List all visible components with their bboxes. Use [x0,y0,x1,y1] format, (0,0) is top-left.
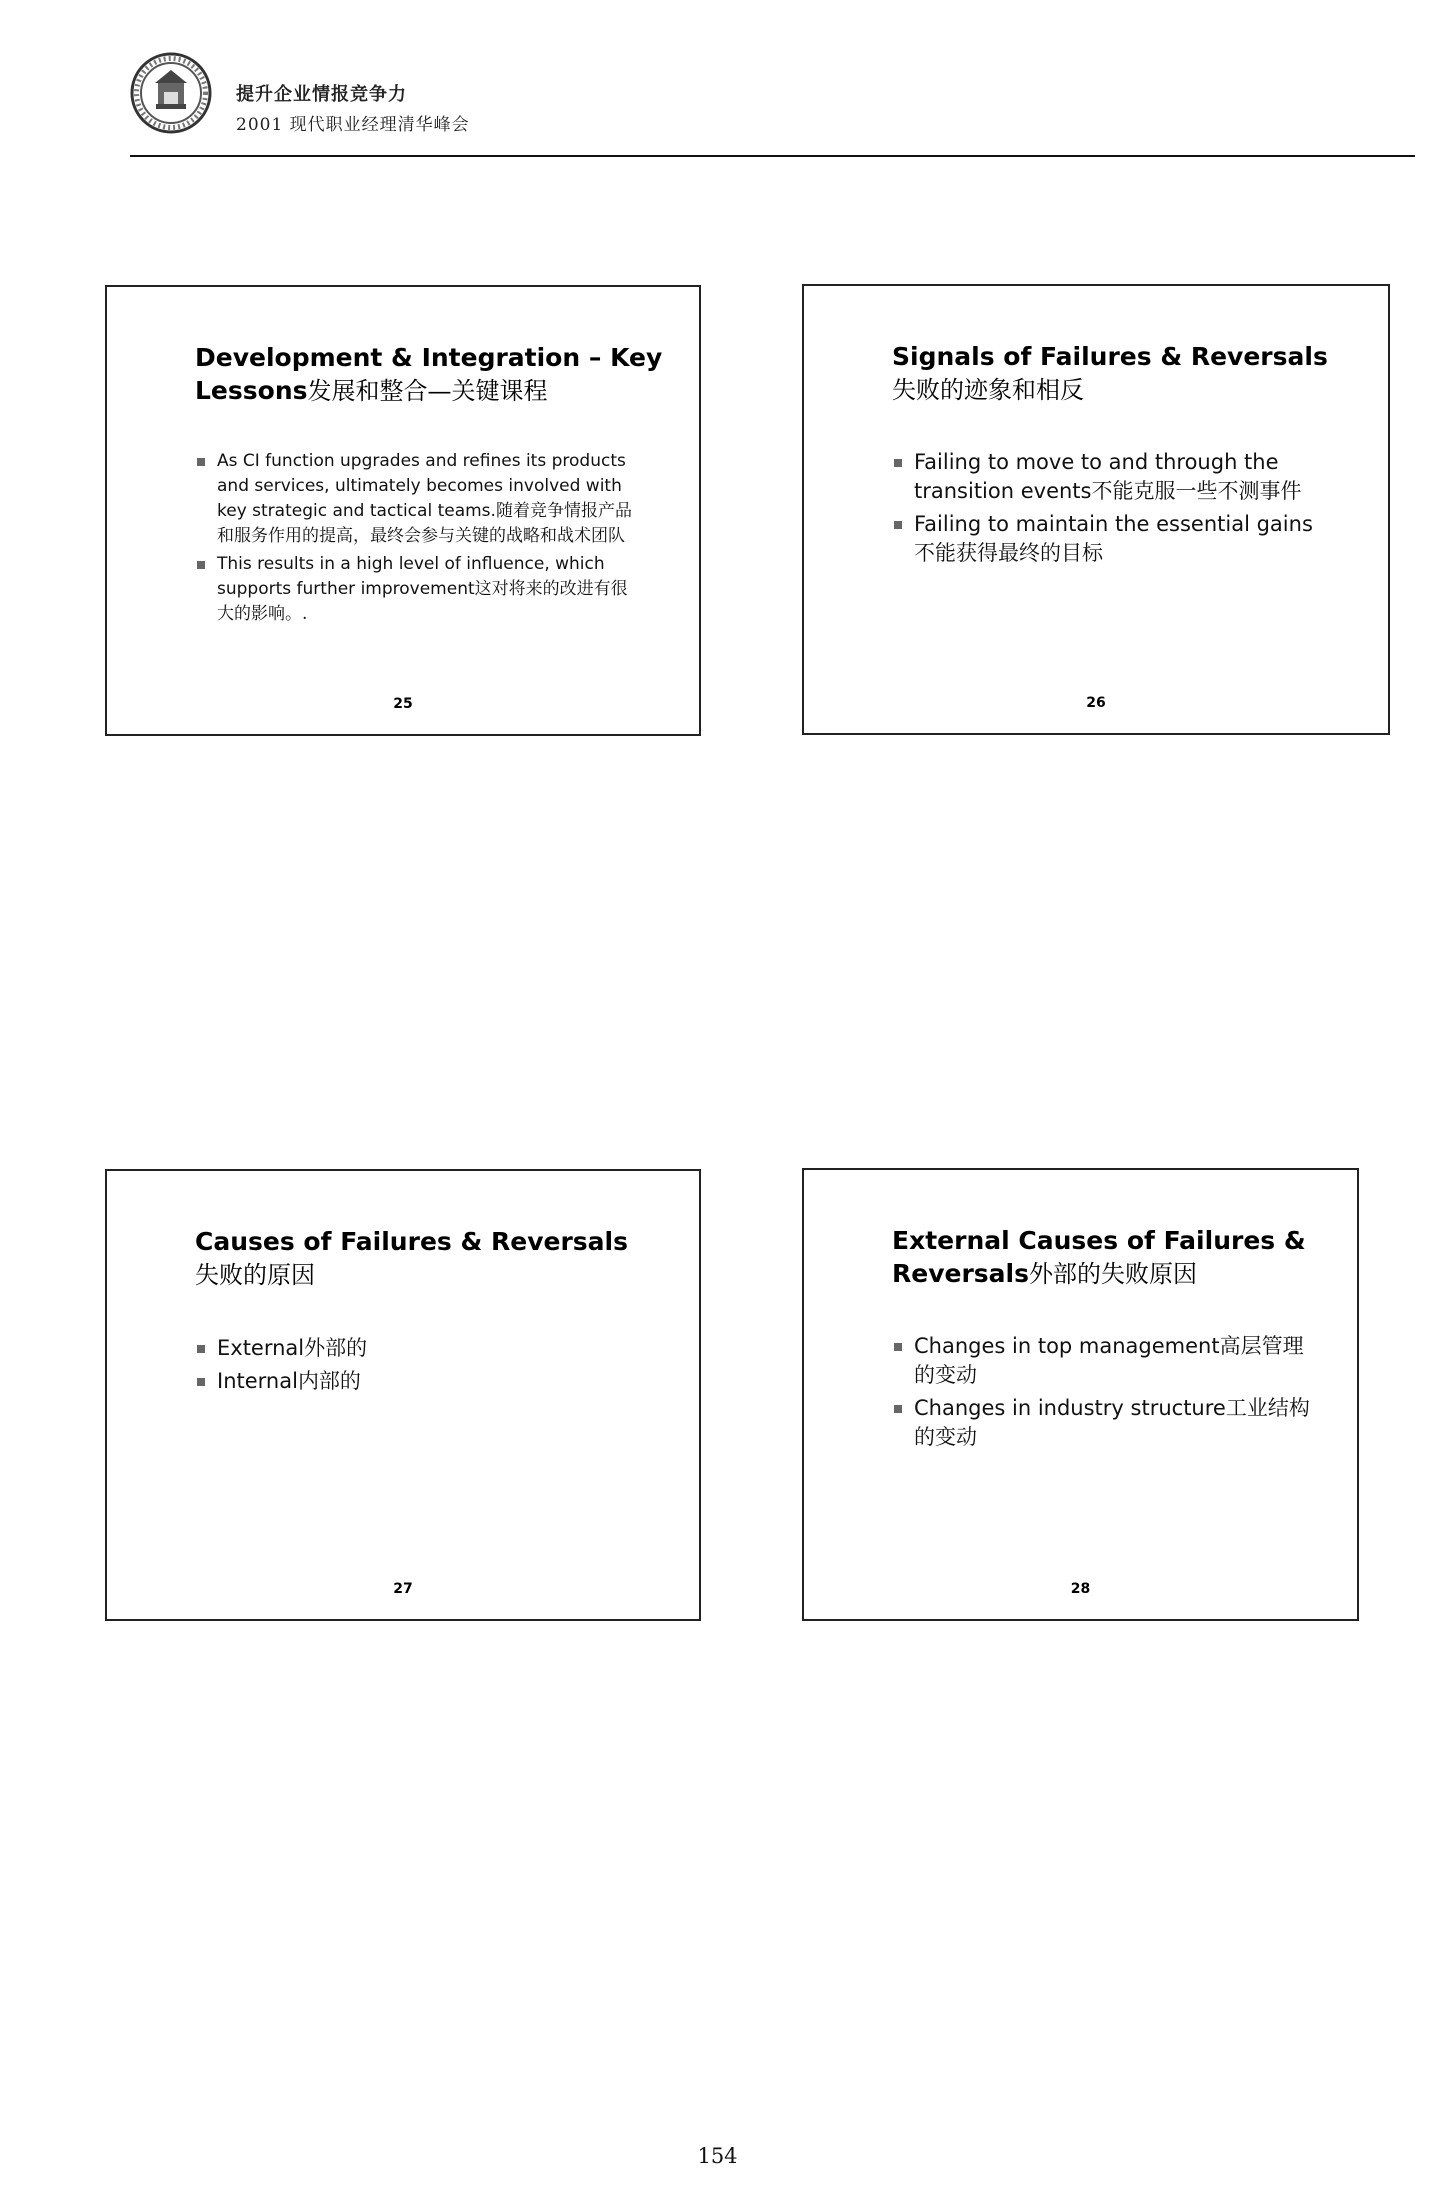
list-item: Failing to maintain the essential gains不能获得最终的目标 [892,510,1332,568]
slide-25 [105,285,701,736]
slide-title-en: External Causes of Failures & Reversals [892,1226,1306,1288]
slide-title-zh: 失败的原因 [195,1261,315,1289]
slide-title [892,1224,1322,1291]
header-title: 提升企业情报竞争力 [236,84,407,105]
slide-number: 25 [393,696,413,712]
list-item: This results in a high level of influence, which supports further improvement这对将来的改进有很大的影响。. [195,552,635,627]
slide-26 [802,284,1390,735]
header-divider [130,155,1415,157]
slide-title-zh: 外部的失败原因 [1029,1260,1197,1288]
page-header [130,52,1415,160]
slide-title [195,341,665,408]
list-item: External外部的 [195,1334,635,1363]
slide-title-zh: 发展和整合—关键课程 [307,377,548,405]
slide-27 [105,1169,701,1621]
list-item: Changes in industry structure工业结构的变动 [892,1394,1322,1452]
slide-title [892,340,1362,407]
bullet-list [892,1332,1322,1456]
list-item: Failing to move to and through the transition events不能克服一些不测事件 [892,448,1332,506]
slide-number: 26 [1086,695,1106,711]
slide-number: 28 [1070,1581,1091,1597]
header-subtitle: 2001 现代职业经理清华峰会 [236,115,470,135]
bullet-list [892,448,1332,572]
list-item: Changes in top management高层管理的变动 [892,1332,1322,1390]
slide-title-en: Causes of Failures & Reversals [195,1227,628,1256]
bullet-list [195,449,635,630]
list-item: As CI function upgrades and refines its products and services, ultimately becomes involved with key strategic and tactical teams.随着竞争情报产品和服务作用的提高，最终会参与关键的战略和战术团队 [195,449,635,549]
slide-title-en: Development & Integration – Key Lessons [195,343,663,405]
slide-title-en: Signals of Failures & Reversals [892,342,1328,371]
list-item: Internal内部的 [195,1367,635,1396]
slide-28 [802,1168,1359,1621]
bullet-list [195,1334,635,1400]
slide-title [195,1225,665,1292]
page-number: 154 [697,2144,738,2168]
slide-number: 27 [393,1581,413,1597]
university-seal-icon [130,52,212,134]
slide-title-zh: 失败的迹象和相反 [892,376,1084,404]
